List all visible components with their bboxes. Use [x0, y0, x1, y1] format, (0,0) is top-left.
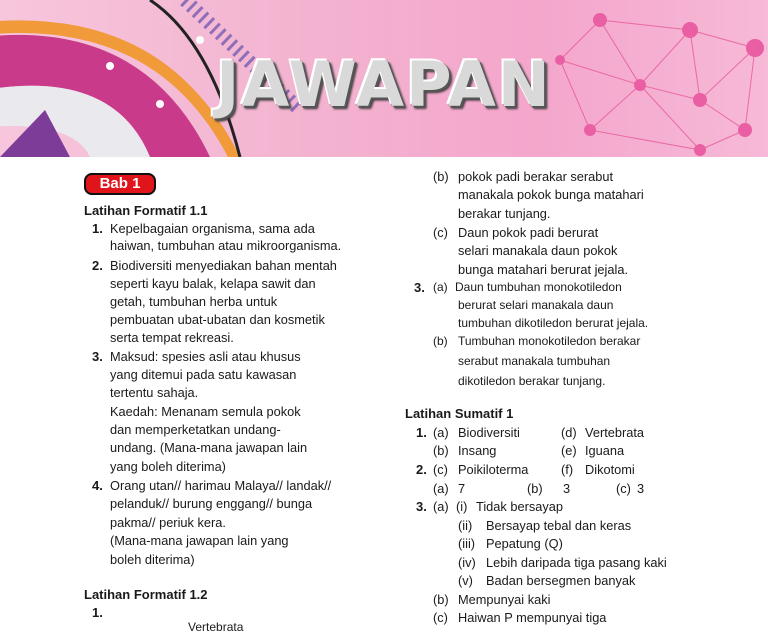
question-number: 1.: [92, 605, 103, 620]
chapter-badge: Bab 1: [84, 173, 156, 195]
section-heading: Latihan Sumatif 1: [405, 406, 514, 421]
answer-line: Daun pokok padi berurat: [458, 225, 599, 240]
question-number: 2.: [92, 258, 103, 273]
answer-line: Orang utan// harimau Malaya// landak//: [110, 478, 332, 493]
answer-value: 7: [458, 481, 466, 496]
answer-value: Biodiversiti: [458, 425, 520, 440]
part-label: (b): [433, 592, 449, 607]
answer-line: pembuatan ubat-ubatan dan kosmetik: [110, 312, 325, 327]
answer-line: yang ditemui pada satu kawasan: [110, 367, 297, 382]
answer-line: seperti kayu balak, kelapa sawit dan: [110, 276, 316, 291]
header-banner: [0, 0, 768, 157]
question-number: 1.: [416, 425, 427, 440]
answer-line: boleh diterima): [110, 552, 195, 567]
answer-value: 3: [563, 481, 571, 496]
answer-value: 3: [637, 481, 645, 496]
question-number: 3.: [92, 349, 103, 364]
roman-label: (iii): [458, 536, 476, 551]
answer-line: selari manakala daun pokok: [458, 243, 618, 258]
part-label: (e): [561, 443, 577, 458]
part-label: (c): [433, 610, 448, 625]
answer-line: berakar tunjang.: [458, 206, 551, 221]
answer-line: getah, tumbuhan herba untuk: [110, 294, 278, 309]
question-number: 4.: [92, 478, 103, 493]
roman-label: (v): [458, 573, 473, 588]
diagram-label: Vertebrata: [188, 620, 244, 634]
answer-line: Kepelbagaian organisma, sama ada: [110, 221, 315, 236]
part-label: (d): [561, 425, 577, 440]
answer-line: Biodiversiti menyediakan bahan mentah: [110, 258, 337, 273]
answer-value: Mempunyai kaki: [458, 592, 551, 607]
part-label: (c): [616, 481, 631, 496]
answer-line: tumbuhan dikotiledon berurat jejala.: [458, 316, 649, 330]
answer-value: Iguana: [585, 443, 625, 458]
answer-line: dikotiledon berakar tunjang.: [458, 374, 606, 388]
answer-line: manakala pokok bunga matahari: [458, 187, 644, 202]
part-label: (a): [433, 280, 448, 294]
answer-value: Lebih daripada tiga pasang kaki: [486, 555, 667, 570]
answer-line: haiwan, tumbuhan atau mikroorganisma.: [110, 238, 342, 253]
part-label: (c): [433, 462, 448, 477]
question-number: 1.: [92, 221, 103, 236]
section-heading: Latihan Formatif 1.1: [84, 203, 208, 218]
question-number: 2.: [416, 462, 427, 477]
answer-line: serabut manakala tumbuhan: [458, 354, 611, 368]
page-title: JAWAPAN: [216, 48, 552, 121]
answer-line: Maksud: spesies asli atau khusus: [110, 349, 301, 364]
question-number: 3.: [414, 280, 425, 295]
answer-line: pelanduk// burung enggang// bunga: [110, 496, 313, 511]
part-label: (b): [433, 443, 449, 458]
part-label: (b): [433, 334, 448, 348]
part-label: (a): [433, 425, 449, 440]
answer-line: undang. (Mana-mana jawapan lain: [110, 440, 308, 455]
answer-line: bunga matahari berurat jejala.: [458, 262, 629, 277]
answer-value: Tidak bersayap: [476, 499, 564, 514]
roman-label: (i): [456, 499, 468, 514]
answer-line: yang boleh diterima): [110, 459, 226, 474]
answer-value: Insang: [458, 443, 497, 458]
part-label: (b): [433, 169, 449, 184]
part-label: (a): [433, 499, 449, 514]
answer-value: Pepatung (Q): [486, 536, 563, 551]
answer-value: Poikiloterma: [458, 462, 529, 477]
roman-label: (ii): [458, 518, 473, 533]
answer-value: Badan bersegmen banyak: [486, 573, 636, 588]
answer-line: tertentu sahaja.: [110, 385, 199, 400]
answer-line: Tumbuhan monokotiledon berakar: [458, 334, 641, 348]
answer-line: (Mana-mana jawapan lain yang: [110, 533, 289, 548]
part-label: (b): [527, 481, 543, 496]
answer-value: Haiwan P mempunyai tiga: [458, 610, 607, 625]
answer-value: Bersayap tebal dan keras: [486, 518, 632, 533]
answer-line: berurat selari manakala daun: [458, 298, 614, 312]
answer-line: Kaedah: Menanam semula pokok: [110, 404, 301, 419]
answer-line: pokok padi berakar serabut: [458, 169, 614, 184]
answer-value: Dikotomi: [585, 462, 635, 477]
roman-label: (iv): [458, 555, 476, 570]
dot: [196, 36, 204, 44]
question-number: 3.: [416, 499, 427, 514]
answer-line: dan memperketatkan undang-: [110, 422, 281, 437]
answer-line: serta tempat rekreasi.: [110, 330, 234, 345]
section-heading: Latihan Formatif 1.2: [84, 587, 208, 602]
part-label: (c): [433, 225, 448, 240]
part-label: (a): [433, 481, 449, 496]
answer-value: Vertebrata: [585, 425, 645, 440]
answer-line: pakma// periuk kera.: [110, 515, 226, 530]
part-label: (f): [561, 462, 574, 477]
answer-line: Daun tumbuhan monokotiledon: [455, 280, 622, 294]
